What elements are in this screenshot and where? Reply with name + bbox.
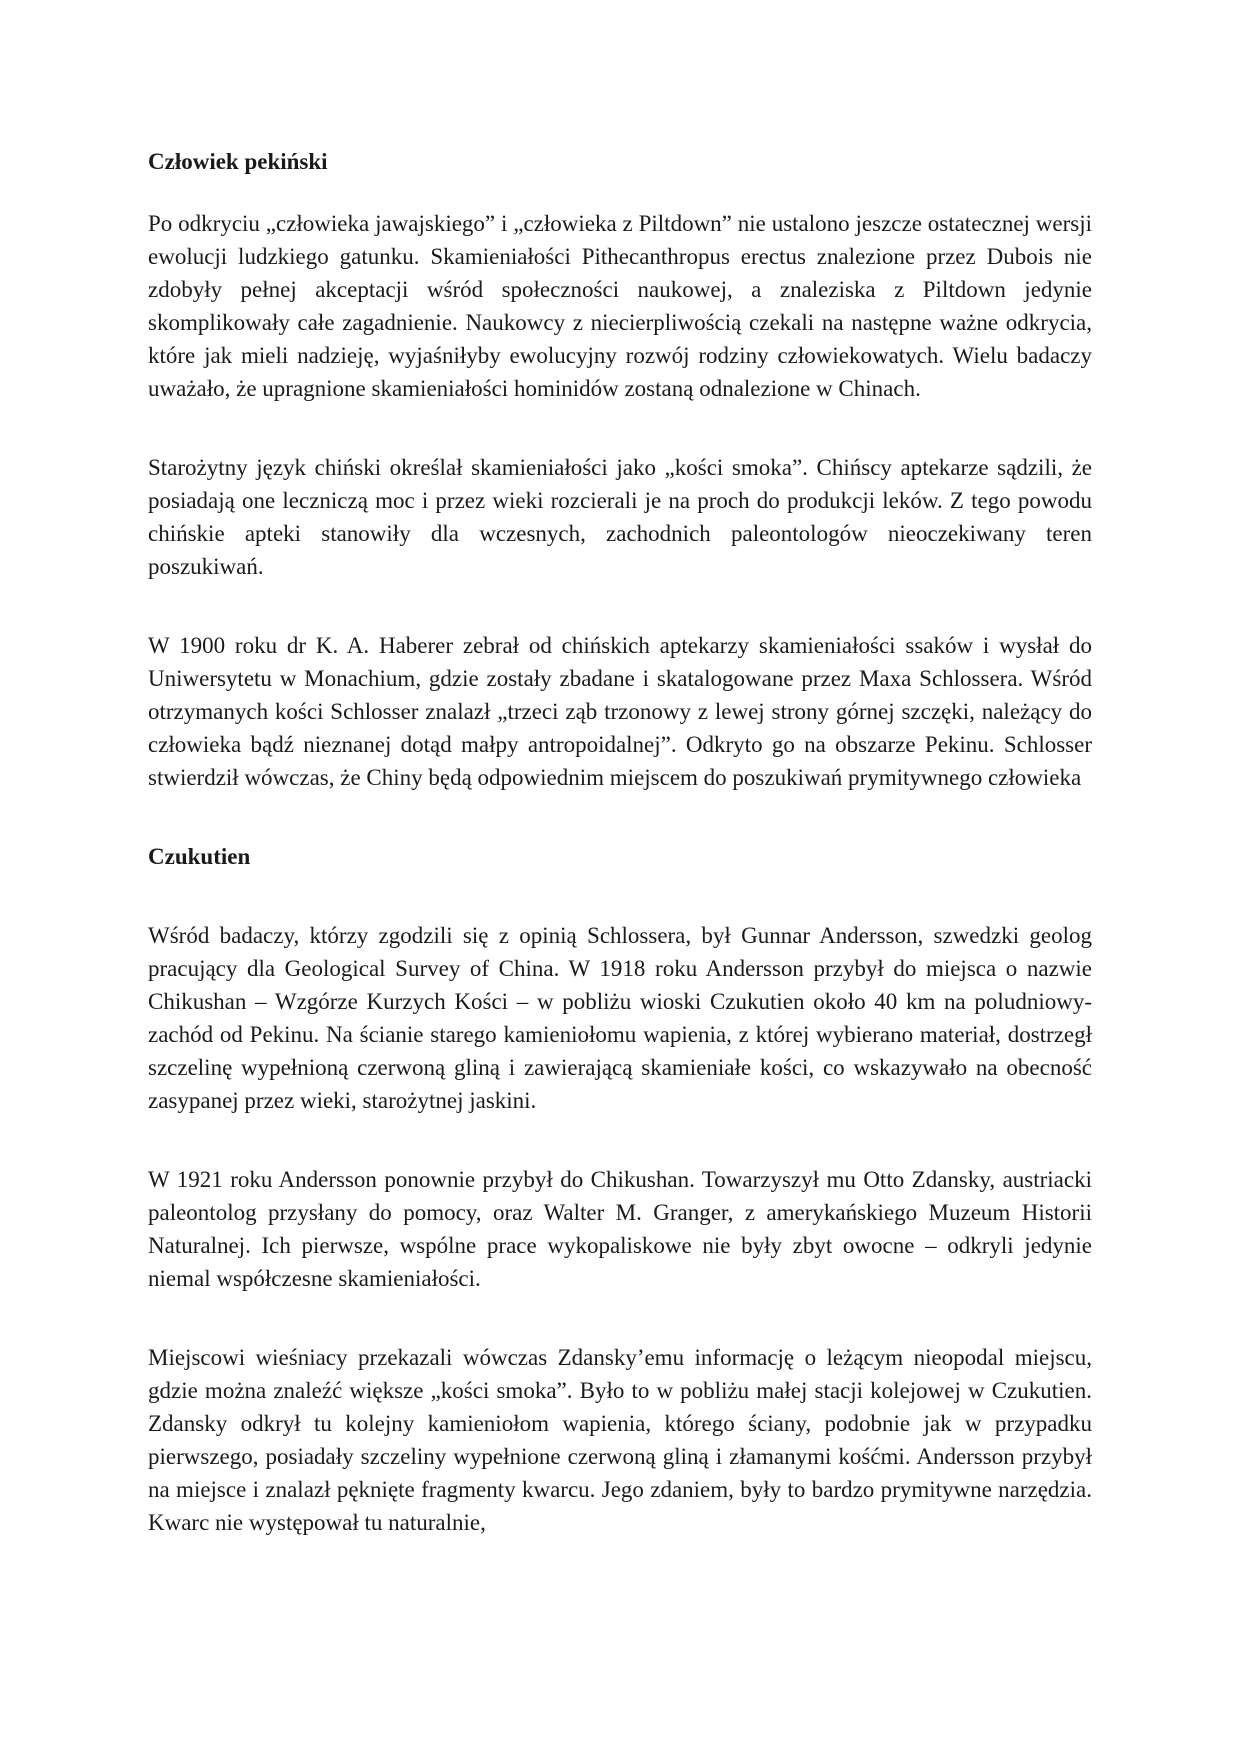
paragraph: Starożytny język chiński określał skamieniałości jako „kości smoka”. Chińscy aptekarze sądzili, że posiadają one leczniczą moc i przez wieki rozcierali je na proch do produkcji leków. Z tego powodu chińskie apteki stanowiły dla wczesnych, zachodnich paleontologów nieoczekiwany teren poszukiwań.: [148, 455, 1092, 579]
section-heading-czukutien: Czukutien: [148, 844, 251, 869]
paragraph: W 1900 roku dr K. A. Haberer zebrał od chińskich aptekarzy skamieniałości ssaków i wysłał do Uniwersytetu w Monachium, gdzie zostały zbadane i skatalogowane przez Maxa Schlossera. Wśród otrzymanych kości Schlosser znalazł „trzeci ząb trzonowy z lewej strony górnej szczęki, należący do człowieka bądź nieznanej dotąd małpy antropoidalnej”. Odkryto go na obszarze Pekinu. Schlosser stwierdził wówczas, że Chiny będą odpowiednim miejscem do poszukiwań prymitywnego człowieka: [148, 633, 1092, 790]
document-body: [148, 145, 1092, 1539]
paragraph: Po odkryciu „człowieka jawajskiego” i „człowieka z Piltdown” nie ustalono jeszcze ostatecznej wersji ewolucji ludzkiego gatunku. Skamieniałości Pithecanthropus erectus znalezione przez Dubois nie zdobyły pełnej akceptacji wśród społeczności naukowej, a znaleziska z Piltdown jedynie skomplikowały całe zagadnienie. Naukowcy z niecierpliwością czekali na następne ważne odkrycia, które jak mieli nadzieję, wyjaśniłyby ewolucyjny rozwój rodziny człowiekowatych. Wielu badaczy uważało, że upragnione skamieniałości hominidów zostaną odnalezione w Chinach.: [148, 211, 1092, 401]
paragraph: Miejscowi wieśniacy przekazali wówczas Zdansky’emu informację o leżącym nieopodal miejscu, gdzie można znaleźć większe „kości smoka”. Było to w pobliżu małej stacji kolejowej w Czukutien. Zdansky odkrył tu kolejny kamieniołom wapienia, którego ściany, podobnie jak w przypadku pierwszego, posiadały szczeliny wypełnione czerwoną gliną i złamanymi kośćmi. Andersson przybył na miejsce i znalazł pęknięte fragmenty kwarcu. Jego zdaniem, były to bardzo prymitywne narzędzia. Kwarc nie występował tu naturalnie,: [148, 1345, 1092, 1535]
paragraph: Wśród badaczy, którzy zgodzili się z opinią Schlossera, był Gunnar Andersson, szwedzki geolog pracujący dla Geological Survey of China. W 1918 roku Andersson przybył do miejsca o nazwie Chikushan – Wzgórze Kurzych Kości – w pobliżu wioski Czukutien około 40 km na poludniowy-zachód od Pekinu. Na ścianie starego kamieniołomu wapienia, z której wybierano materiał, dostrzegł szczelinę wypełnioną czerwoną gliną i zawierającą skamieniałe kości, co wskazywało na obecność zasypanej przez wieki, starożytnej jaskini.: [148, 923, 1092, 1113]
section-heading-peking-man: Człowiek pekiński: [148, 149, 328, 174]
paragraph: W 1921 roku Andersson ponownie przybył do Chikushan. Towarzyszył mu Otto Zdansky, austriacki paleontolog przysłany do pomocy, oraz Walter M. Granger, z amerykańskiego Muzeum Historii Naturalnej. Ich pierwsze, wspólne prace wykopaliskowe nie były zbyt owocne – odkryli jedynie niemal współczesne skamieniałości.: [148, 1167, 1092, 1291]
